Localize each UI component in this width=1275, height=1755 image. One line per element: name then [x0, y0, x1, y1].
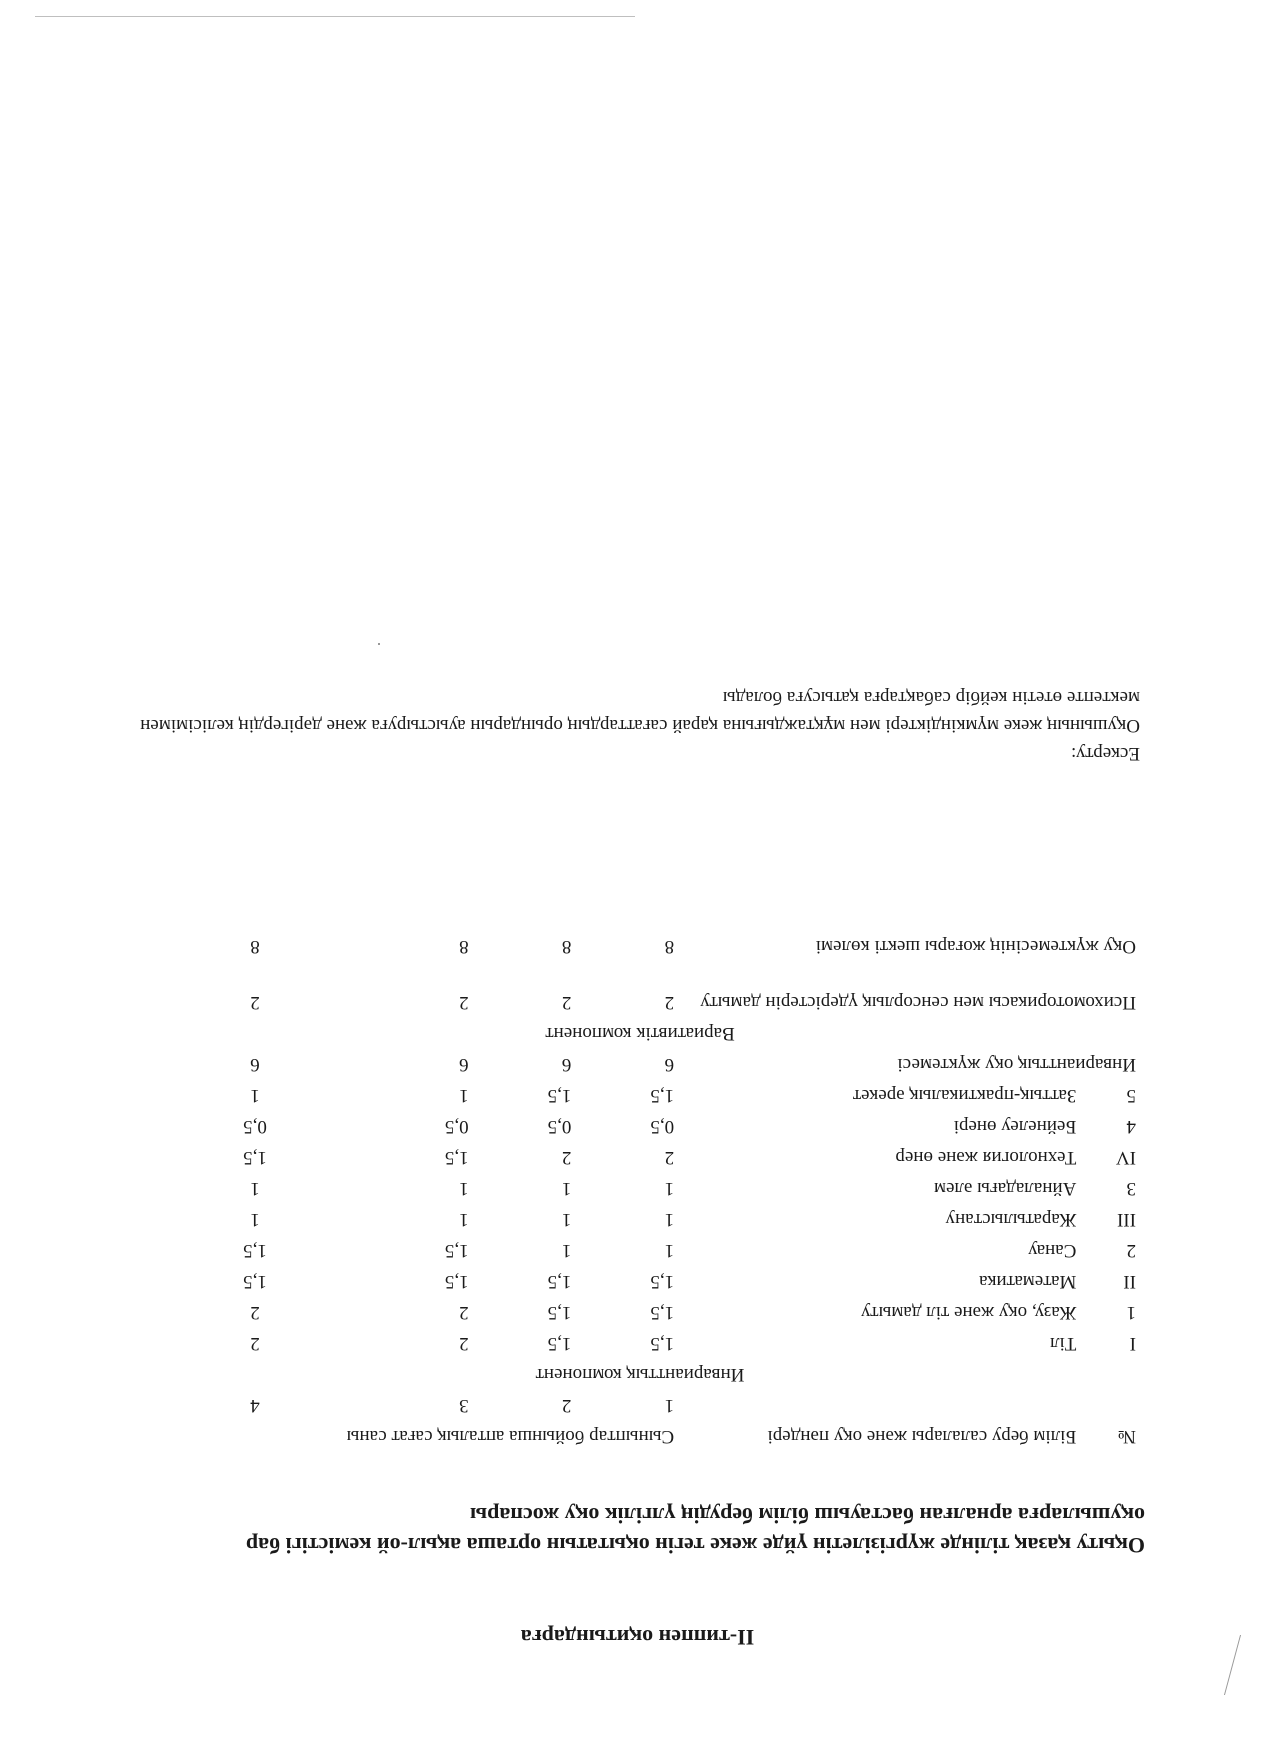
- notes-label: Ескерту:: [1070, 743, 1140, 764]
- row-value: 2: [250, 1302, 260, 1323]
- row-value: 1: [250, 1209, 260, 1230]
- grade-4: 4: [250, 1395, 260, 1416]
- row-value: 0,5: [650, 1116, 675, 1137]
- row-number: I: [1129, 1333, 1136, 1354]
- document-label: II-типпен оқитындарға: [520, 1625, 755, 1650]
- row-value: 8: [664, 936, 675, 957]
- row-value: 8: [250, 936, 260, 957]
- row-value: 1,5: [547, 1302, 572, 1323]
- row-number: II: [1123, 1271, 1136, 1292]
- row-value: 0,5: [547, 1116, 572, 1137]
- row-value: 1: [459, 1178, 469, 1199]
- row-value: 1,5: [650, 1271, 675, 1292]
- header-hours-caption: Сыныптар бойынша апталық сағат саны: [346, 1426, 675, 1447]
- row-value: 6: [459, 1054, 469, 1075]
- row-value: 1: [250, 1178, 260, 1199]
- row-value: 1,5: [547, 1271, 572, 1292]
- table-row: [140, 1261, 1140, 1292]
- row-value: 1,5: [650, 1302, 675, 1323]
- max-load-row: [140, 901, 1140, 957]
- max-load-label: Оқу жүктемесінің жоғары шекті көлемі: [815, 936, 1136, 957]
- row-value: 1: [561, 1178, 572, 1199]
- row-value: 2: [561, 992, 572, 1013]
- row-subject: Бейнелеу өнері: [953, 1116, 1077, 1137]
- row-value: 6: [664, 1054, 675, 1075]
- row-value: 1: [459, 1085, 469, 1106]
- row-value: 2: [459, 1302, 469, 1323]
- row-value: 2: [459, 1333, 469, 1354]
- grade-2: 2: [561, 1395, 572, 1416]
- row-value: 2: [561, 1147, 572, 1168]
- table-row: [140, 1106, 1140, 1137]
- table-row: [140, 1323, 1140, 1354]
- row-value: 1: [664, 1178, 675, 1199]
- row-value: 0,5: [243, 1116, 267, 1137]
- invariant-caption-row: [140, 1354, 1140, 1385]
- row-number: 4: [1126, 1116, 1136, 1137]
- row-value: 8: [561, 936, 572, 957]
- scan-edge-line: [35, 16, 635, 17]
- row-value: 6: [250, 1054, 260, 1075]
- invariant-total-label: Инварианттық оқу жүктемесі: [897, 1054, 1136, 1075]
- row-value: 1,5: [444, 1147, 469, 1168]
- table-row: [140, 1230, 1140, 1261]
- row-value: 1,5: [547, 1333, 572, 1354]
- variative-caption-row: [140, 1013, 1140, 1044]
- grade-1: 1: [664, 1395, 675, 1416]
- table-row: [140, 1168, 1140, 1199]
- row-number: 2: [1126, 1240, 1136, 1261]
- row-value: 1,5: [444, 1271, 469, 1292]
- psycho-row: [140, 957, 1140, 1013]
- document-title: Оқыту қазақ тілінде жүргізілетін үйде жеке тегін оқытатын орташа ақыл-ой кемістігі бар оқушыларға арналған бастауыш білім берудің үлгілік оқу жоспары: [245, 1503, 1145, 1558]
- psycho-label: Психомоторикасы мен сенсорлық үдерістерін дамыту: [700, 992, 1136, 1013]
- row-number: 5: [1126, 1085, 1136, 1106]
- row-subject: Айналадағы әлем: [933, 1178, 1077, 1199]
- row-value: 1,5: [243, 1240, 267, 1261]
- row-subject: Жаратылыстану: [945, 1209, 1077, 1230]
- row-value: 1: [664, 1209, 675, 1230]
- row-value: 1,5: [650, 1085, 675, 1106]
- row-number: IV: [1115, 1147, 1136, 1168]
- row-value: 1,5: [547, 1085, 572, 1106]
- row-number: 3: [1126, 1178, 1136, 1199]
- row-value: 1,5: [243, 1147, 267, 1168]
- row-subject: Математика: [979, 1271, 1077, 1292]
- row-subject: Заттық-практикалық әрекет: [852, 1085, 1077, 1106]
- row-subject: Технология және өнер: [895, 1147, 1077, 1168]
- notes-block: [130, 683, 1140, 767]
- table-row: [140, 1199, 1140, 1230]
- curriculum-table: [140, 901, 1140, 1447]
- row-number: III: [1117, 1209, 1136, 1230]
- row-value: 6: [561, 1054, 572, 1075]
- row-value: 1: [250, 1085, 260, 1106]
- notes-text: Оқушының жеке мүмкіндіктері мен мұқтаждығына қарай сағаттардың орындарын ауыстыруға және дәрігердің келісімімен мектепте өтетін кейбір сабақтарға қатысуға болады: [140, 687, 1140, 736]
- row-value: 2: [459, 992, 469, 1013]
- row-value: 1: [561, 1209, 572, 1230]
- row-subject: Санау: [1028, 1240, 1077, 1261]
- grade-3: 3: [459, 1395, 469, 1416]
- row-value: 2: [250, 992, 260, 1013]
- row-value: 1,5: [444, 1240, 469, 1261]
- table-row: [140, 1137, 1140, 1168]
- invariant-total-row: [140, 1044, 1140, 1075]
- variative-caption: Вариативтік компонент: [545, 1023, 735, 1044]
- row-value: 1,5: [243, 1271, 267, 1292]
- table-row: [140, 1292, 1140, 1323]
- row-value: 2: [664, 992, 675, 1013]
- header-subject: Білім беру салалары және оқу пәндері: [767, 1426, 1077, 1447]
- row-value: 2: [664, 1147, 675, 1168]
- invariant-caption: Инварианттық компонент: [535, 1364, 745, 1385]
- row-subject: Тіл: [1049, 1333, 1077, 1354]
- header-number: №: [1117, 1426, 1136, 1447]
- row-value: 1,5: [650, 1333, 675, 1354]
- row-value: 2: [250, 1333, 260, 1354]
- scan-speck: [378, 643, 380, 645]
- row-subject: Жазу, оқу және тіл дамыту: [861, 1302, 1077, 1323]
- row-value: 1: [459, 1209, 469, 1230]
- row-value: 8: [459, 936, 469, 957]
- row-number: 1: [1126, 1302, 1136, 1323]
- row-value: 0,5: [444, 1116, 469, 1137]
- row-value: 1: [561, 1240, 572, 1261]
- row-value: 1: [664, 1240, 675, 1261]
- table-row: [140, 1075, 1140, 1106]
- table-header-row: [140, 1416, 1140, 1447]
